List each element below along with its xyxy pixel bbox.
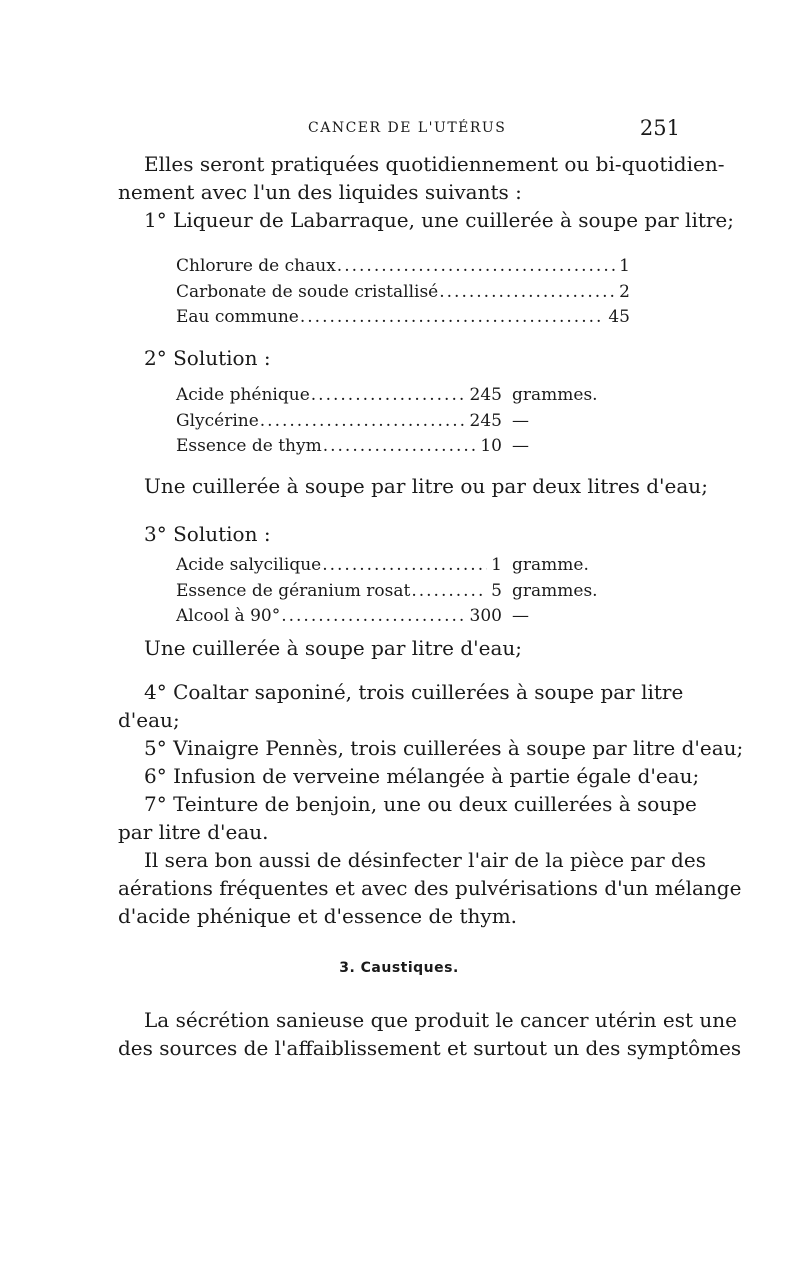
ingredient-quantity: 2 <box>619 281 630 302</box>
ingredient-unit: gramme. <box>512 555 589 575</box>
ingredient-name: Glycérine <box>176 410 259 431</box>
text-line: par litre d'eau. <box>118 820 269 844</box>
ingredient-quantity: 45 <box>608 307 630 327</box>
recipe-row <box>176 280 630 306</box>
leader-dots <box>260 409 466 435</box>
text-line: Une cuillerée à soupe par litre d'eau; <box>144 636 522 660</box>
text-line: 6° Infusion de verveine mélangée à partie égale d'eau; <box>144 764 700 788</box>
recipe-row <box>176 409 630 435</box>
ingredient-unit: grammes. <box>512 580 598 601</box>
text-line: 3° Solution : <box>144 522 271 546</box>
text-line: Une cuillerée à soupe par litre ou par deux litres d'eau; <box>144 474 708 498</box>
ingredient-unit: — <box>512 606 529 626</box>
usage-note-3 <box>118 634 680 662</box>
leader-dots <box>323 434 477 460</box>
ingredient-name: Alcool à 90° <box>176 606 281 626</box>
ingredient-quantity: 245 <box>469 410 502 431</box>
text-line: nement avec l'un des liquides suivants : <box>118 180 522 204</box>
recipe-row <box>176 553 630 579</box>
text-line: 2° Solution : <box>144 346 271 370</box>
recipe-row <box>176 254 630 280</box>
recipe-1 <box>176 254 630 331</box>
leader-dots <box>300 305 605 331</box>
recipe-row <box>176 383 630 409</box>
running-title: CANCER DE L'UTÉRUS <box>308 120 507 136</box>
leader-dots <box>439 280 615 306</box>
intro-paragraph <box>118 150 735 234</box>
text-line: Elles seront pratiquées quotidiennement ou bi-quotidien- <box>144 152 725 176</box>
ingredient-name: Acide phénique <box>176 385 310 405</box>
leader-dots <box>311 383 466 409</box>
leader-dots <box>337 254 615 280</box>
leader-dots <box>322 553 487 579</box>
ingredient-unit: grammes. <box>512 385 598 405</box>
item-1-line: 1° Liqueur de Labarraque, une cuillerée à soupe par litre; <box>144 208 735 232</box>
ingredient-quantity: 300 <box>469 606 502 626</box>
ingredient-name: Carbonate de soude cristallisé <box>176 281 439 302</box>
item-2-heading <box>118 344 680 372</box>
section-title: 3. Caustiques. <box>339 960 459 976</box>
ingredient-name: Eau commune <box>176 307 299 327</box>
ingredient-name: Essence de géranium rosat <box>176 580 411 601</box>
recipe-row <box>176 579 630 605</box>
ingredient-unit: — <box>512 436 529 456</box>
text-line: 4° Coaltar saponiné, trois cuillerées à soupe par litre <box>144 680 684 704</box>
page-number: 251 <box>639 116 680 140</box>
item-3-heading <box>118 520 680 548</box>
recipe-row <box>176 604 630 630</box>
text-line: Il sera bon aussi de désinfecter l'air de la pièce par des <box>144 848 706 872</box>
recipe-3 <box>176 553 630 630</box>
ingredient-quantity: 10 <box>480 436 502 456</box>
ingredient-name: Essence de thym <box>176 436 322 456</box>
ingredient-quantity: 1 <box>491 555 502 575</box>
recipe-row <box>176 434 630 460</box>
text-line: aérations fréquentes et avec des pulvérisations d'un mélange <box>118 876 742 900</box>
text-line: des sources de l'affaiblissement et surtout un des symptômes <box>118 1036 742 1060</box>
text-line: 7° Teinture de benjoin, une ou deux cuillerées à soupe <box>144 792 697 816</box>
usage-note-2 <box>118 472 708 500</box>
text-line: 5° Vinaigre Pennès, trois cuillerées à soupe par litre d'eau; <box>144 736 744 760</box>
text-line: d'acide phénique et d'essence de thym. <box>118 904 518 928</box>
ingredient-quantity: 245 <box>469 385 502 405</box>
running-head <box>118 116 680 146</box>
recipe-row <box>176 305 630 331</box>
ingredient-name: Acide salycilique <box>176 555 322 575</box>
leader-dots <box>281 604 465 630</box>
closing-paragraph <box>118 1006 742 1062</box>
ingredient-name: Chlorure de chaux <box>176 256 336 276</box>
text-line: d'eau; <box>118 708 180 732</box>
text-line: La sécrétion sanieuse que produit le cancer utérin est une <box>144 1008 737 1032</box>
items-paragraph <box>118 678 744 930</box>
recipe-2 <box>176 383 630 460</box>
ingredient-quantity: 5 <box>491 580 502 601</box>
leader-dots <box>411 579 487 605</box>
ingredient-unit: — <box>512 410 529 431</box>
ingredient-quantity: 1 <box>619 256 630 276</box>
